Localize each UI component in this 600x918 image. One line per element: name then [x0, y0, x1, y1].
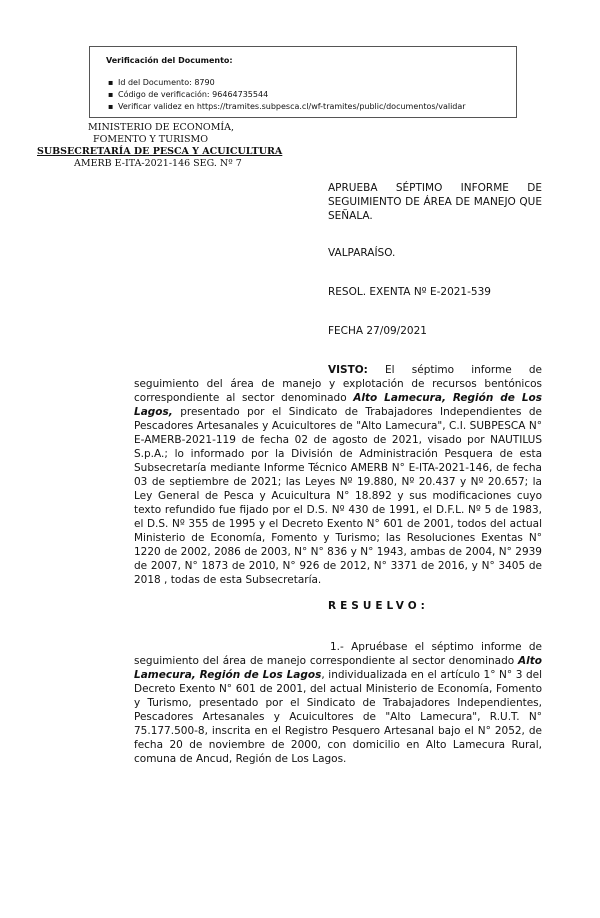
ministry-header	[30, 122, 290, 170]
item-1-paragraph	[134, 640, 542, 766]
ministry-name: MINISTERIO DE ECONOMÍA,	[88, 122, 235, 133]
verification-title: Verificación del Documento:	[106, 56, 233, 65]
bullet-icon: ▪	[108, 78, 114, 87]
document-date: FECHA 27/09/2021	[328, 325, 427, 337]
document-subject: APRUEBA SÉPTIMO INFORME DE SEGUIMIENTO DE ÁREA DE MANEJO QUE SEÑALA.	[328, 182, 542, 222]
verification-link[interactable]: Verificar validez en https://tramites.subpesca.cl/wf-tramites/public/documentos/validar	[118, 102, 466, 111]
list-item	[106, 77, 508, 89]
document-id: Id del Documento: 8790	[118, 78, 215, 87]
ministry-name-line2: FOMENTO Y TURISMO	[93, 134, 209, 145]
verification-code: Código de verificación: 96464735544	[118, 90, 269, 99]
verification-list	[106, 77, 508, 113]
reference-code: AMERB E-ITA-2021-146 SEG. Nº 7	[74, 158, 242, 169]
visto-text: El séptimo informe de seguimiento del área de manejo y explotación de recursos bentónicos correspondiente al sector denominado	[134, 364, 542, 404]
item-1-sector-name: Alto Lamecura, Región de Los Lagos	[134, 655, 542, 681]
visto-label: VISTO:	[328, 364, 368, 376]
visto-paragraph	[134, 363, 542, 587]
bullet-icon: ▪	[108, 102, 114, 111]
bullet-icon: ▪	[108, 90, 114, 99]
resuelvo-heading: RESUELVO:	[328, 600, 429, 612]
city: VALPARAÍSO.	[328, 247, 396, 259]
list-item[interactable]	[106, 101, 508, 113]
list-item	[106, 89, 508, 101]
subsecretariat-name: SUBSECRETARÍA DE PESCA Y ACUICULTURA	[37, 146, 283, 157]
visto-text-cont: presentado por el Sindicato de Trabajadores Independientes de Pescadores Artesanales y Acuicultores de "Alto Lamecura", C.I. SUBPESCA N° E-AMERB-2021-119 de fecha 02 de agosto de 2021, visado por NAUTILUS S.p.A.; lo informado por la División de Administración Pesquera de esta Subsecretaría mediante Informe Técnico AMERB N° E-ITA-2021-146, de fecha 03 de septiembre de 2021; las Leyes Nº 19.880, Nº 20.437 y Nº 20.657; la Ley General de Pesca y Acuicultura N° 18.892 y sus modificaciones cuyo texto refundido fue fijado por el D.S. Nº 430 de 1991, el D.F.L. Nº 5 de 1983, el D.S. Nº 355 de 1995 y el Decreto Exento N° 601 de 2001, todos del actual Ministerio de Economía, Fomento y Turismo; las Resoluciones Exentas N° 1220 de 2002, 2086 de 2003, N° N° 836 y N° 1943, ambas de 2004, N° 2939 de 2007, N° 1873 de 2010, N° 926 de 2012, N° 3371 de 2016, y N° 3405 de 2018 , todas de esta Subsecretaría.	[134, 406, 542, 586]
item-1-text: 1.- Apruébase el séptimo informe de seguimiento del área de manejo correspondiente al sector denominado	[134, 641, 542, 667]
resolution-number: RESOL. EXENTA Nº E-2021-539	[328, 286, 491, 298]
item-1-text-cont: , individualizada en el artículo 1° N° 3 del Decreto Exento N° 601 de 2001, del actual Ministerio de Economía, Fomento y Turismo, presentado por el Sindicato de Trabajadores Independientes, Pescadores Artesanales y Acuicultores de "Alto Lamecura", R.U.T. N° 75.177.500-8, inscrita en el Registro Pesquero Artesanal bajo el N° 2052, de fecha 20 de noviembre de 2000, con domicilio en Alto Lamecura Rural, comuna de Ancud, Región de Los Lagos.	[134, 669, 542, 765]
verification-box	[89, 46, 517, 118]
sector-name: Alto Lamecura, Región de Los Lagos,	[134, 392, 542, 418]
